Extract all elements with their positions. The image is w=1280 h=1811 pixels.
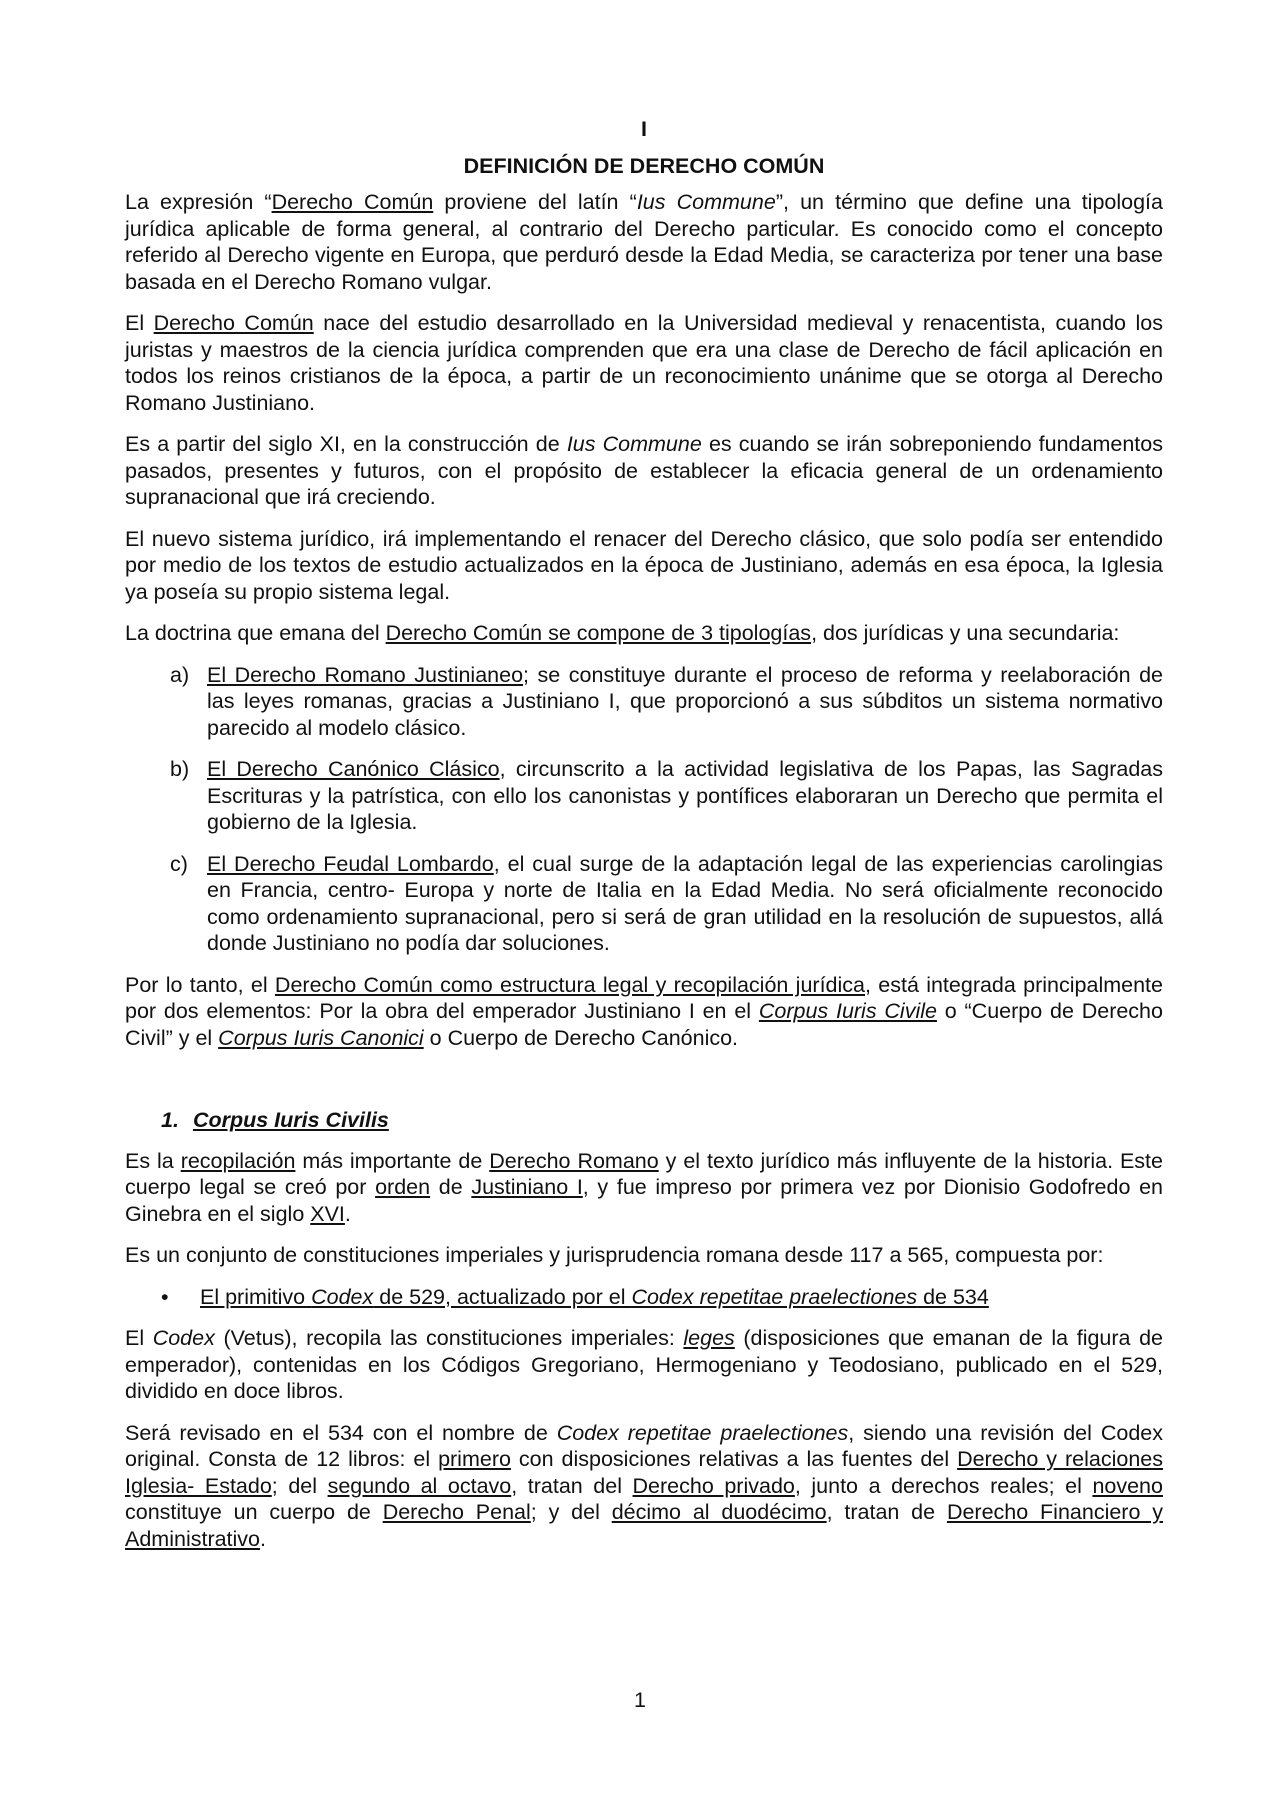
document-body bbox=[125, 116, 1163, 1567]
bullet-icon: • bbox=[161, 1284, 169, 1309]
list-item-a: a) El Derecho Romano Justinianeo; se constituye durante el proceso de reforma y reelaboración de las leyes romanas, gracias a Justiniano I, que proporcionó a sus súbditos un sistema normativo parecido al modelo clásico. bbox=[170, 662, 1164, 740]
paragraph-9: El Codex (Vetus), recopila las constituciones imperiales: leges (disposiciones que emanan de la figura de emperador), contenidas en los Códigos Gregoriano, Hermogeniano y Teodosiano, publicado en el 529, dividido en doce libros. bbox=[125, 1326, 1163, 1403]
section-heading-corpus-iuris-civilis: 1. Corpus Iuris Civilis bbox=[161, 1108, 389, 1132]
paragraph-1: La expresión “Derecho Común proviene del latín “Ius Commune”, un término que define una tipología jurídica aplicable de forma general, al contrario del Derecho particular. Es conocido como el concepto referido al Derecho vigente en Europa, que perduró desde la Edad Media, se caracteriza por tener una base basada en el Derecho Romano vulgar. bbox=[125, 190, 1163, 294]
paragraph-10: Será revisado en el 534 con el nombre de Codex repetitae praelectiones, siendo una revisión del Codex original. Consta de 12 libros: el primero con disposiciones relativas a las fuentes del Derecho y relaciones Iglesia- Estado; del segundo al octavo, tratan del Derecho privado, junto a derechos reales; el noveno constituye un cuerpo de Derecho Penal; y del décimo al duodécimo, tratan de Derecho Financiero y Administrativo. bbox=[125, 1420, 1163, 1551]
tipologias-list bbox=[125, 662, 1163, 957]
paragraph-6: Por lo tanto, el Derecho Común como estructura legal y recopilación jurídica, está integrada principalmente por dos elementos: Por la obra del emperador Justiniano I en el Corpus Iuris Civile o “Cuerpo de Derecho Civil” y el Corpus Iuris Canonici o Cuerpo de Derecho Canónico. bbox=[125, 972, 1163, 1050]
paragraph-5: La doctrina que emana del Derecho Común se compone de 3 tipologías, dos jurídicas y una secundaria: bbox=[125, 621, 1120, 645]
chapter-number: I bbox=[641, 117, 647, 141]
paragraph-3: Es a partir del siglo XI, en la construcción de Ius Commune es cuando se irán sobreponiendo fundamentos pasados, presentes y futuros, con el propósito de establecer la eficacia general de un ordenamiento supranacional que irá creciendo. bbox=[125, 432, 1163, 509]
list-item-c: c) El Derecho Feudal Lombardo, el cual surge de la adaptación legal de las experiencias carolingias en Francia, centro- Europa y norte de Italia en la Edad Media. No será oficialmente reconocido como ordenamiento supranacional, pero si será de gran utilidad en la resolución de supuestos, allá donde Justiniano no podía dar soluciones. bbox=[170, 851, 1163, 955]
paragraph-2: El Derecho Común nace del estudio desarrollado en la Universidad medieval y renacentista, cuando los juristas y maestros de la ciencia jurídica comprenden que era una clase de Derecho de fácil aplicación en todos los reinos cristianos de la época, a partir de un reconocimiento unánime que se otorga al Derecho Romano Justiniano. bbox=[125, 311, 1164, 415]
paragraph-8: Es un conjunto de constituciones imperiales y jurisprudencia romana desde 117 a 565, compuesta por: bbox=[125, 1243, 1104, 1267]
paragraph-7: Es la recopilación más importante de Derecho Romano y el texto jurídico más influyente de la historia. Este cuerpo legal se creó por orden de Justiniano I, y fue impreso por primera vez por Dionisio Godofredo en Ginebra en el siglo XVI. bbox=[125, 1148, 1163, 1226]
list-item-b: b) El Derecho Canónico Clásico, circunscrito a la actividad legislativa de los Papas, las Sagradas Escrituras y la patrística, con ello los canonistas y pontífices elaboraran un Derecho que permita el gobierno de la Iglesia. bbox=[170, 757, 1163, 834]
bullet-item-codex: • El primitivo Codex de 529, actualizado por el Codex repetitae praelectiones de 534 bbox=[161, 1284, 989, 1309]
chapter-title: DEFINICIÓN DE DERECHO COMÚN bbox=[463, 153, 825, 178]
page-number: 1 bbox=[634, 1688, 646, 1712]
paragraph-4: El nuevo sistema jurídico, irá implementando el renacer del Derecho clásico, que solo podía ser entendido por medio de los textos de estudio actualizados en la época de Justiniano, además en esa época, la Iglesia ya poseía su propio sistema legal. bbox=[125, 526, 1163, 604]
